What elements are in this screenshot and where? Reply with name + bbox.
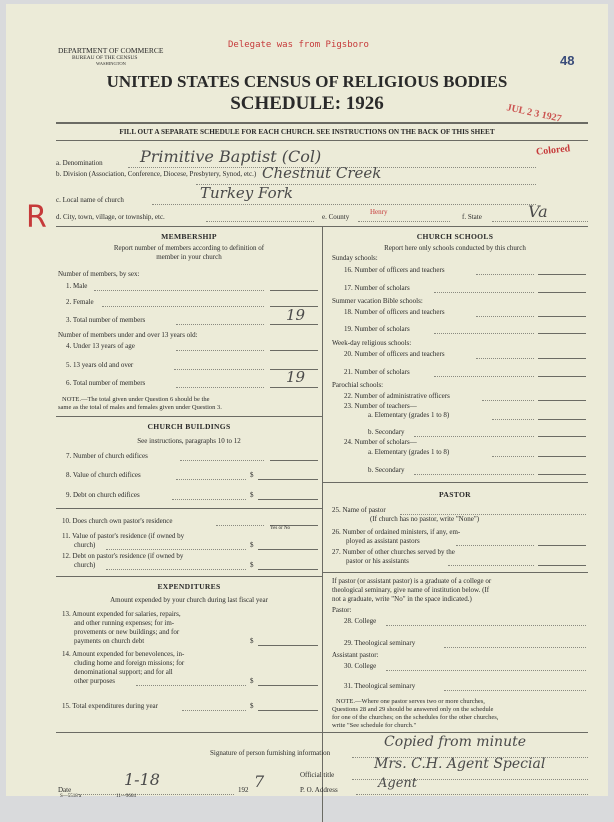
age-breakdown-label: Number of members under and over 13 years old: [58, 331, 198, 339]
pastor-heading: PASTOR [439, 490, 471, 499]
schedule-title: SCHEDULE: 1926 [230, 93, 384, 114]
q28-label: 28. College [344, 617, 377, 625]
q12-label-2: church) [74, 561, 96, 569]
graduate-note-1: If pastor (or assistant pastor) is a graduate of a college or [332, 577, 492, 585]
sunday-schools-label: Sunday schools: [332, 254, 378, 262]
schools-heading: CHURCH SCHOOLS [416, 232, 494, 241]
q11-label-2: church) [74, 541, 96, 549]
q9-dollar: $ [250, 491, 254, 499]
local-name-value: Turkey Fork [200, 184, 293, 202]
denomination-value: Primitive Baptist (Col) [140, 147, 322, 166]
q25-label: 25. Name of pastor [332, 506, 386, 514]
q26-label-1: 26. Number of ordained ministers, if any, em- [332, 528, 461, 536]
q14-label-2: cluding home and foreign missions; for [74, 659, 185, 667]
q24b-label: b. Secondary [368, 466, 405, 474]
q23-label: 23. Number of teachers— [344, 402, 417, 410]
q25-hint: (If church has no pastor, write "None") [370, 515, 480, 523]
document-title: UNITED STATES CENSUS OF RELIGIOUS BODIES [106, 72, 508, 91]
q27-label-2: pastor or his assistants [346, 557, 409, 565]
review-mark: R [26, 200, 47, 235]
q19-label: 19. Number of scholars [344, 325, 410, 333]
q18-label: 18. Number of officers and teachers [344, 308, 445, 316]
colored-stamp: Colored [535, 143, 571, 158]
q10-label: 10. Does church own pastor's residence [62, 517, 173, 525]
assistant-pastor-subheading: Assistant pastor: [332, 651, 379, 659]
q13-label-3: provements or new buildings; and for [74, 628, 180, 636]
q13-label-1: 13. Amount expended for salaries, repairs, [62, 610, 181, 618]
buildings-heading: CHURCH BUILDINGS [147, 422, 231, 431]
date-value: 1-18 [124, 770, 160, 789]
q24a-label: a. Elementary (grades 1 to 8) [368, 448, 450, 456]
q24-label: 24. Number of scholars— [344, 438, 417, 446]
instruction-line: FILL OUT A SEPARATE SCHEDULE FOR EACH CHURCH. SEE INSTRUCTIONS ON THE BACK OF THIS SHEET [119, 128, 495, 136]
q8-dollar: $ [250, 471, 254, 479]
q27-label-1: 27. Number of other churches served by the [332, 548, 455, 556]
graduate-note-2: theological seminary, give name of institution below. (If [332, 586, 490, 594]
county-label: e. County [322, 213, 350, 221]
q3-total-label: 3. Total number of members [66, 316, 146, 324]
q21-label: 21. Number of scholars [344, 368, 410, 376]
date-label: Date [58, 786, 72, 794]
local-name-label: c. Local name of church [56, 196, 124, 204]
official-title-value: Mrs. C.H. Agent Special [374, 756, 546, 772]
parochial-schools-label: Parochial schools: [332, 381, 384, 389]
official-title-label: Official title [300, 771, 335, 779]
q14-label-1: 14. Amount expended for benevolences, in- [62, 650, 185, 658]
division-label: b. Division (Association, Conference, Diocese, Presbytery, Synod, etc.) [56, 170, 257, 178]
year-value: 7 [254, 772, 265, 791]
po-address-label: P. O. Address [300, 786, 338, 794]
q4-under-13-label: 4. Under 13 years of age [66, 342, 135, 350]
q13-label-2: and other running expenses; for im- [74, 619, 175, 627]
q2-female-label: 2. Female [66, 298, 94, 306]
delegate-stamp: Delegate was from Pigsboro [228, 40, 369, 50]
census-schedule-sheet [6, 4, 608, 799]
q8-label: 8. Value of church edifices [66, 471, 141, 479]
q11-dollar: $ [250, 541, 254, 549]
denomination-label: a. Denomination [56, 159, 103, 167]
q17-label: 17. Number of scholars [344, 284, 410, 292]
membership-heading: MEMBERSHIP [161, 232, 217, 241]
state-value: Va [528, 202, 548, 221]
pastor-note-1: NOTE.—Where one pastor serves two or more churches, [336, 698, 485, 705]
q9-label: 9. Debt on church edifices [66, 491, 140, 499]
q12-label-1: 12. Debt on pastor's residence (if owned by [62, 552, 184, 560]
q23b-label: b. Secondary [368, 428, 405, 436]
q22-label: 22. Number of administrative officers [344, 392, 450, 400]
po-address-value: Agent [378, 776, 417, 791]
state-label: f. State [462, 213, 482, 221]
q15-dollar: $ [250, 702, 254, 710]
q23a-label: a. Elementary (grades 1 to 8) [368, 411, 450, 419]
q26-label-2: ployed as assistant pastors [346, 537, 420, 545]
pastor-note-2: Questions 28 and 29 should be answered only on the schedule [332, 706, 494, 713]
q16-label: 16. Number of officers and teachers [344, 266, 445, 274]
buildings-sub: See instructions, paragraphs 10 to 12 [137, 437, 241, 445]
members-by-sex-label: Number of members, by sex: [58, 270, 140, 278]
q11-label-1: 11. Value of pastor's residence (if owned by [62, 532, 185, 540]
q6-total-label: 6. Total number of members [66, 379, 146, 387]
pastor-subheading: Pastor: [332, 606, 352, 614]
membership-note-1: NOTE.—The total given under Question 6 should be the [62, 396, 210, 403]
q12-dollar: $ [250, 561, 254, 569]
year-prefix: 192 [238, 786, 249, 794]
q15-label: 15. Total expenditures during year [62, 702, 158, 710]
q14-dollar: $ [250, 677, 254, 685]
county-value: Henry [370, 208, 388, 216]
date-stamp: JUL 2 3 1927 [505, 102, 563, 125]
q14-label-4: other purposes [74, 677, 116, 685]
q13-label-4: payments on church debt [74, 637, 145, 645]
membership-sub-2: member in your church [156, 253, 222, 261]
expenditures-sub: Amount expended by your church during last fiscal year [110, 596, 268, 604]
pastor-note-3: for one of the churches; on the schedules for the other churches, [332, 714, 499, 721]
bureau-name: BUREAU OF THE CENSUS [72, 55, 138, 61]
summer-schools-label: Summer vacation Bible schools: [332, 297, 423, 305]
q29-label: 29. Theological seminary [344, 639, 416, 647]
q20-label: 20. Number of officers and teachers [344, 350, 445, 358]
q30-label: 30. College [344, 662, 377, 670]
weekday-schools-label: Week-day religious schools: [332, 339, 412, 347]
q1-male-label: 1. Male [66, 282, 88, 290]
signature-label: Signature of person furnishing information [210, 749, 331, 757]
q13-dollar: $ [250, 637, 254, 645]
graduate-note-3: not a graduate, write "No" in the space indicated.) [332, 595, 472, 603]
signature-value: Copied from minute [384, 734, 527, 750]
q31-label: 31. Theological seminary [344, 682, 416, 690]
membership-note-2: same as the total of males and females given under Question 3. [58, 404, 222, 411]
city-label: d. City, town, village, or township, etc. [56, 213, 165, 221]
division-value: Chestnut Creek [262, 164, 382, 182]
expenditures-heading: EXPENDITURES [157, 582, 221, 591]
yes-no-hint: Yes or No [270, 526, 291, 531]
schools-sub: Report here only schools conducted by this church [384, 244, 526, 252]
q6-total-value: 19 [286, 368, 306, 386]
q14-label-3: denominational support; and for all [74, 668, 173, 676]
print-number: 11—9664 [116, 794, 136, 799]
schedule-number: 48 [560, 53, 575, 68]
pastor-note-4: write "See schedule for church." [332, 722, 417, 729]
form-number: S—5518 a [60, 794, 82, 799]
q3-total-value: 19 [286, 306, 306, 324]
q5-over-13-label: 5. 13 years old and over [66, 361, 134, 369]
q7-label: 7. Number of church edifices [66, 452, 148, 460]
department-name: DEPARTMENT OF COMMERCE [58, 46, 164, 55]
membership-sub-1: Report number of members according to definition of [113, 244, 265, 252]
bureau-city: WASHINGTON [96, 61, 126, 66]
